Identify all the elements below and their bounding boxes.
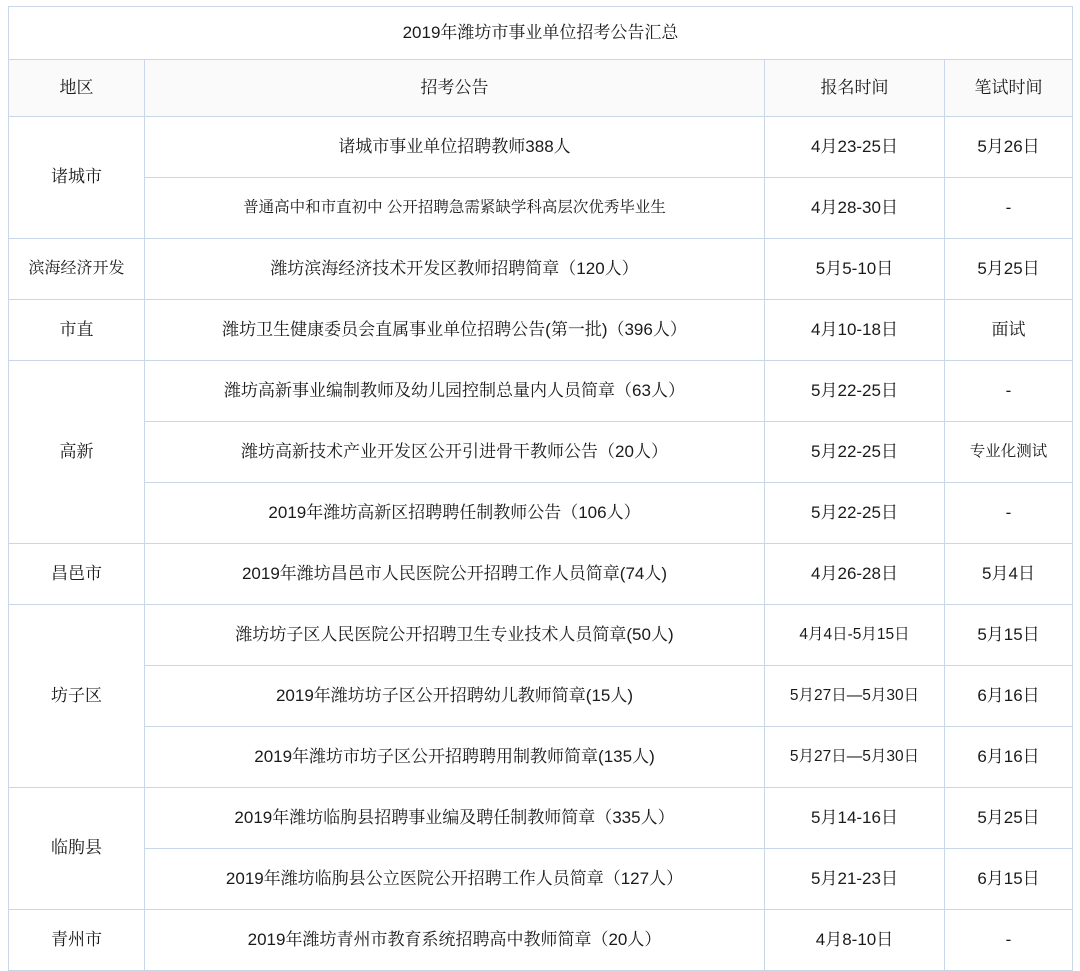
exam-time-cell: 5月4日 [945, 544, 1073, 605]
notice-link[interactable]: 2019年潍坊市坊子区公开招聘聘用制教师简章(135人) [145, 727, 765, 788]
table-body [9, 117, 1073, 971]
region-cell: 滨海经济开发 [9, 239, 145, 300]
signup-time-cell: 5月27日—5月30日 [765, 666, 945, 727]
signup-time-cell: 5月5-10日 [765, 239, 945, 300]
region-cell: 昌邑市 [9, 544, 145, 605]
signup-time-cell: 5月27日—5月30日 [765, 727, 945, 788]
table-row [9, 300, 1073, 361]
notice-link[interactable]: 潍坊坊子区人民医院公开招聘卫生专业技术人员简章(50人) [145, 605, 765, 666]
exam-time-cell: 5月25日 [945, 788, 1073, 849]
table-head [9, 7, 1073, 117]
table-title-row [9, 7, 1073, 60]
column-header-region: 地区 [9, 60, 145, 117]
exam-time-cell: - [945, 361, 1073, 422]
column-header-signup-time: 报名时间 [765, 60, 945, 117]
notice-link[interactable]: 诸城市事业单位招聘教师388人 [145, 117, 765, 178]
notice-link[interactable]: 2019年潍坊青州市教育系统招聘高中教师简章（20人） [145, 910, 765, 971]
exam-time-cell: - [945, 483, 1073, 544]
table-row [9, 727, 1073, 788]
signup-time-cell: 4月4日-5月15日 [765, 605, 945, 666]
signup-time-cell: 4月26-28日 [765, 544, 945, 605]
notice-link[interactable]: 潍坊高新技术产业开发区公开引进骨干教师公告（20人） [145, 422, 765, 483]
exam-time-cell: 面试 [945, 300, 1073, 361]
notice-link[interactable]: 2019年潍坊高新区招聘聘任制教师公告（106人） [145, 483, 765, 544]
table-row [9, 910, 1073, 971]
column-header-exam-time: 笔试时间 [945, 60, 1073, 117]
signup-time-cell: 5月22-25日 [765, 483, 945, 544]
region-cell: 市直 [9, 300, 145, 361]
region-cell: 青州市 [9, 910, 145, 971]
exam-time-cell: 6月16日 [945, 666, 1073, 727]
notice-link[interactable]: 2019年潍坊临朐县招聘事业编及聘任制教师简章（335人） [145, 788, 765, 849]
table-row [9, 178, 1073, 239]
exam-time-cell: 5月26日 [945, 117, 1073, 178]
exam-time-cell: 5月15日 [945, 605, 1073, 666]
table-row [9, 422, 1073, 483]
announcement-table [8, 6, 1073, 971]
table-row [9, 605, 1073, 666]
notice-link[interactable]: 2019年潍坊临朐县公立医院公开招聘工作人员简章（127人） [145, 849, 765, 910]
table-row [9, 849, 1073, 910]
table-row [9, 544, 1073, 605]
exam-time-cell: - [945, 178, 1073, 239]
table-row [9, 117, 1073, 178]
region-cell: 临朐县 [9, 788, 145, 910]
table-row [9, 483, 1073, 544]
table-row [9, 666, 1073, 727]
region-cell: 高新 [9, 361, 145, 544]
exam-time-cell: 6月15日 [945, 849, 1073, 910]
notice-link[interactable]: 潍坊滨海经济技术开发区教师招聘简章（120人） [145, 239, 765, 300]
exam-time-cell: - [945, 910, 1073, 971]
notice-link[interactable]: 普通高中和市直初中 公开招聘急需紧缺学科高层次优秀毕业生 [145, 178, 765, 239]
table-row [9, 239, 1073, 300]
region-cell: 诸城市 [9, 117, 145, 239]
notice-link[interactable]: 2019年潍坊昌邑市人民医院公开招聘工作人员简章(74人) [145, 544, 765, 605]
signup-time-cell: 5月21-23日 [765, 849, 945, 910]
signup-time-cell: 4月10-18日 [765, 300, 945, 361]
notice-link[interactable]: 潍坊卫生健康委员会直属事业单位招聘公告(第一批)（396人） [145, 300, 765, 361]
signup-time-cell: 4月8-10日 [765, 910, 945, 971]
table-row [9, 788, 1073, 849]
signup-time-cell: 5月14-16日 [765, 788, 945, 849]
exam-time-cell: 专业化测试 [945, 422, 1073, 483]
notice-link[interactable]: 潍坊高新事业编制教师及幼儿园控制总量内人员简章（63人） [145, 361, 765, 422]
signup-time-cell: 4月28-30日 [765, 178, 945, 239]
table-header-row [9, 60, 1073, 117]
signup-time-cell: 4月23-25日 [765, 117, 945, 178]
notice-link[interactable]: 2019年潍坊坊子区公开招聘幼儿教师简章(15人) [145, 666, 765, 727]
exam-time-cell: 6月16日 [945, 727, 1073, 788]
region-cell: 坊子区 [9, 605, 145, 788]
signup-time-cell: 5月22-25日 [765, 422, 945, 483]
table-row [9, 361, 1073, 422]
signup-time-cell: 5月22-25日 [765, 361, 945, 422]
column-header-notice: 招考公告 [145, 60, 765, 117]
exam-time-cell: 5月25日 [945, 239, 1073, 300]
page-title: 2019年潍坊市事业单位招考公告汇总 [9, 7, 1073, 60]
